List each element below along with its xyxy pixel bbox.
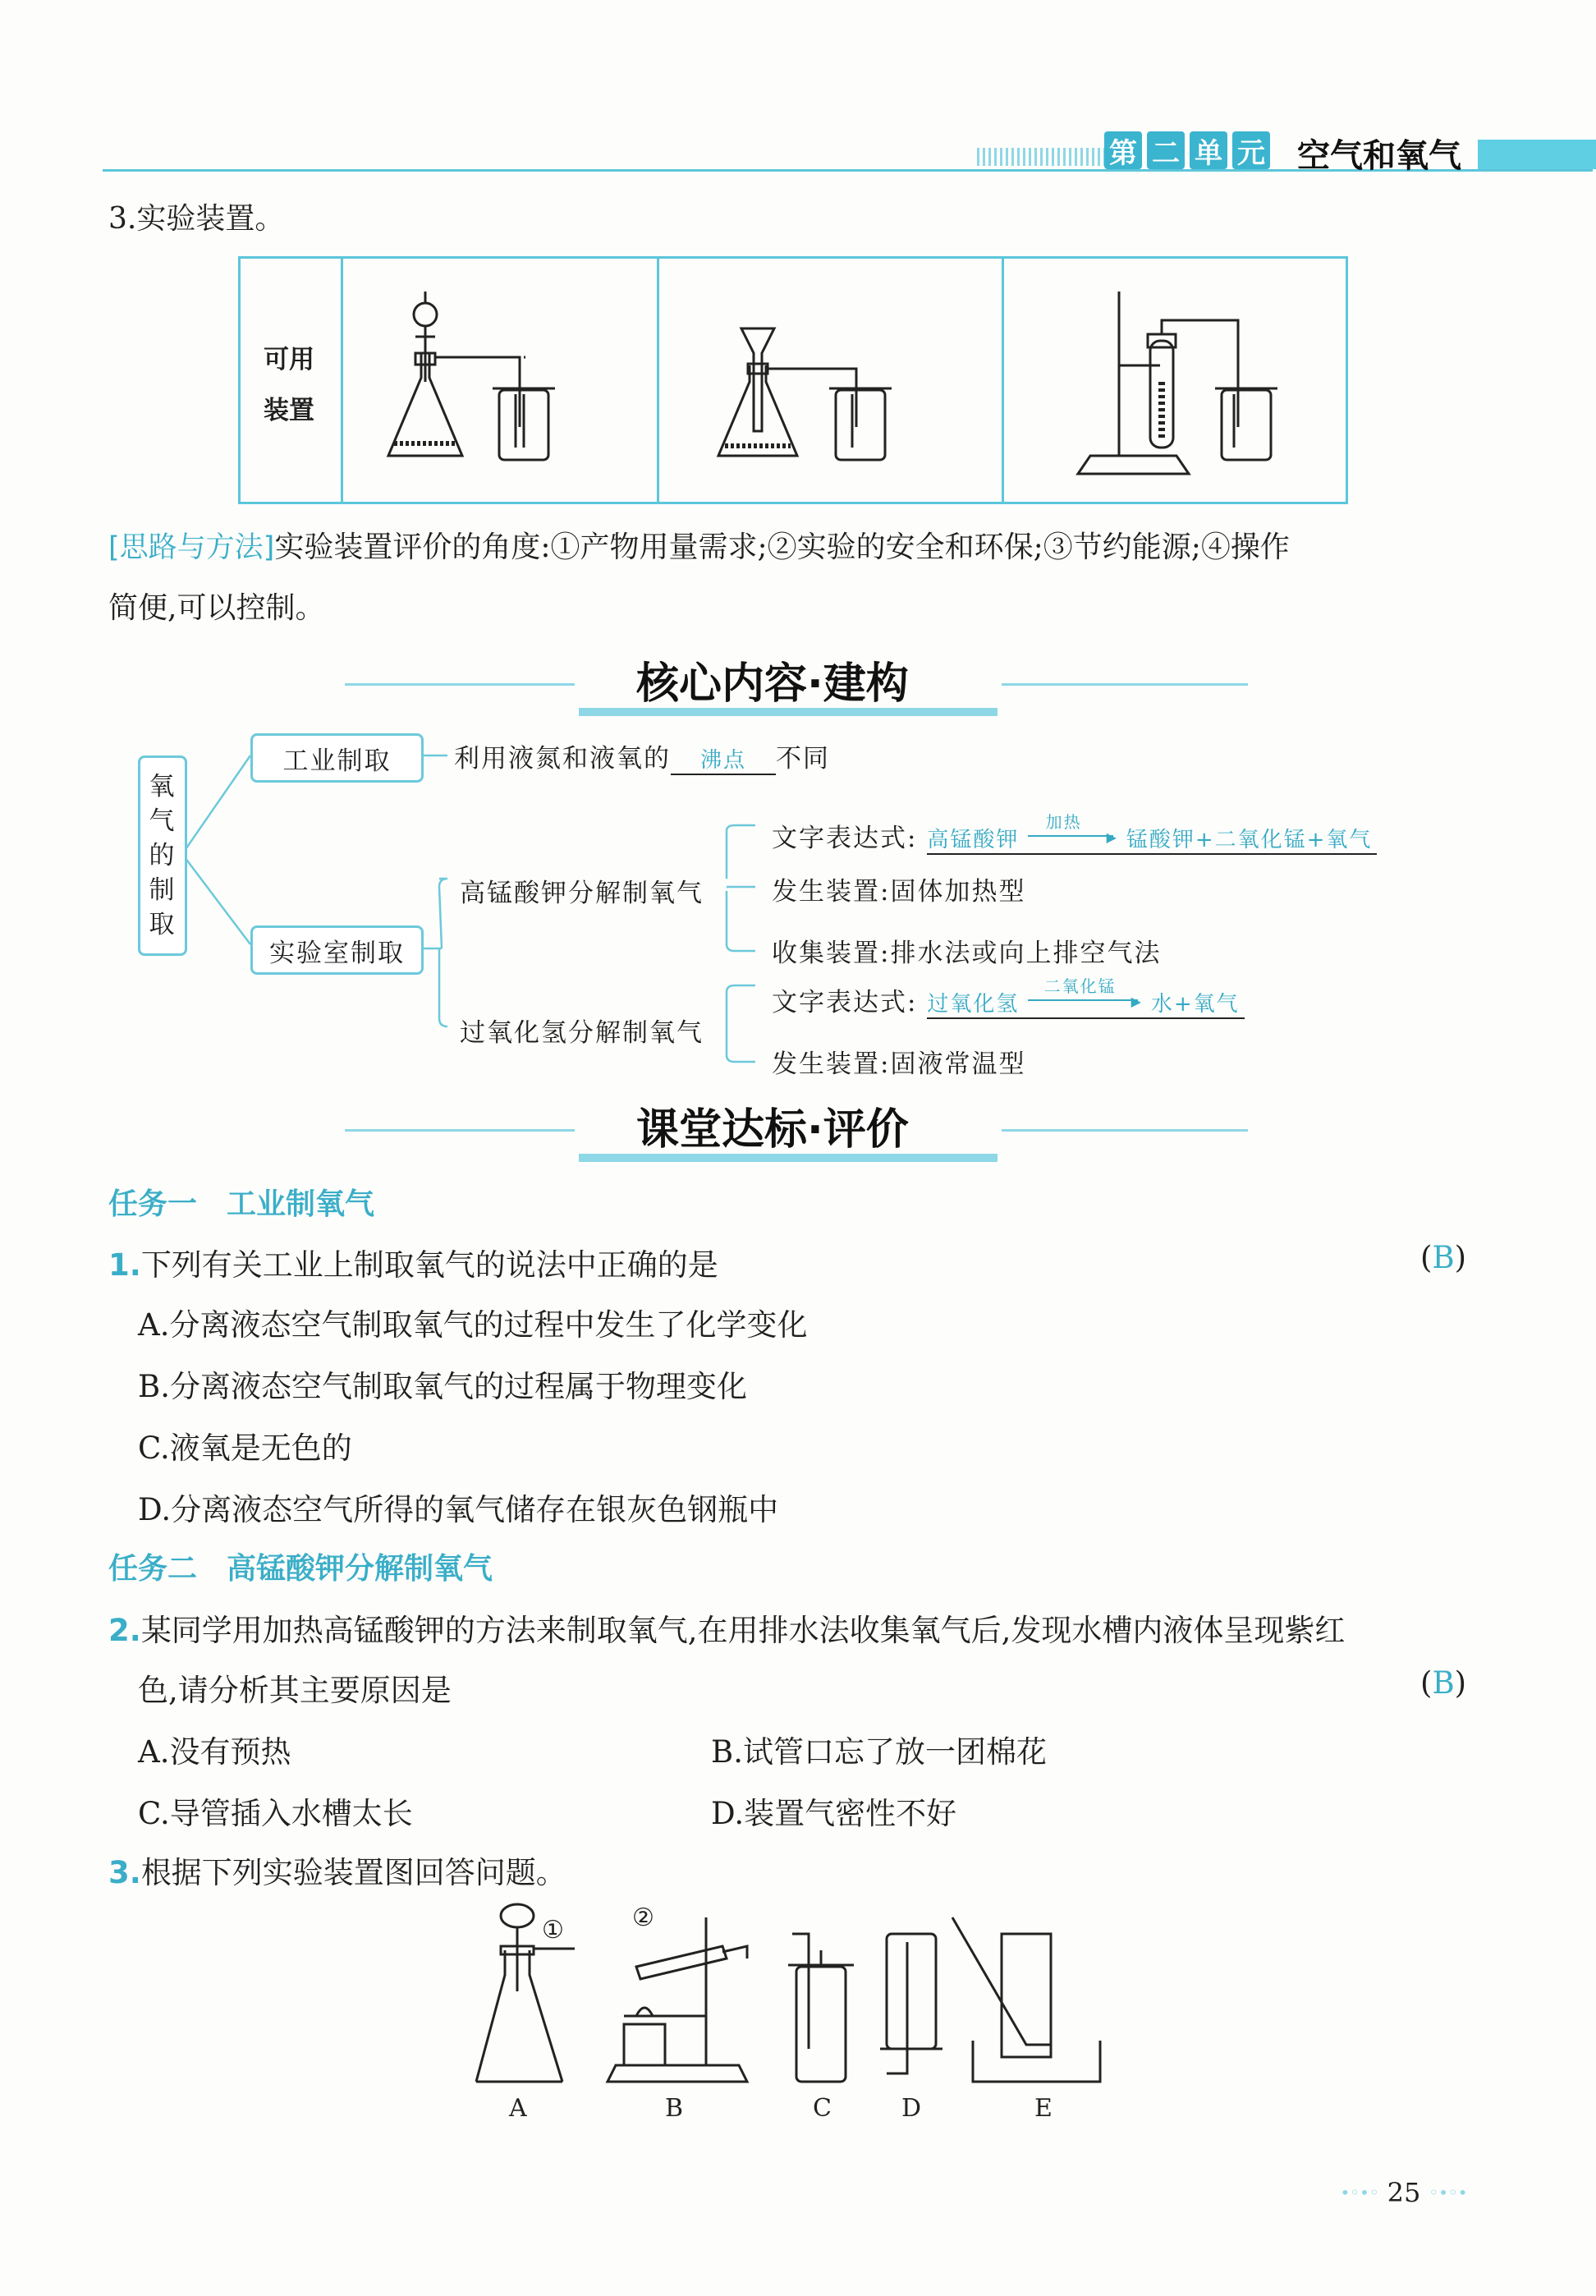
mindmap-h2o2: 过氧化氢分解制氧气 [460, 1018, 704, 1048]
option: B.分离液态空气制取氧气的过程属于物理变化 [138, 1369, 747, 1404]
question-2-answer: (B) [1420, 1665, 1467, 1701]
table-label-cell [241, 259, 343, 502]
task-heading: 任务一 工业制氧气 [108, 1187, 375, 1221]
mindmap-kmno4: 高锰酸钾分解制氧气 [460, 879, 704, 908]
method-line-2: 简便,可以控制。 [108, 591, 325, 625]
header-bar [1478, 140, 1596, 169]
option: D.分离液态空气所得的氧气储存在银灰色钢瓶中 [138, 1492, 779, 1527]
option: C.导管插入水槽太长 [138, 1796, 413, 1831]
unit-char: 第 [1104, 131, 1142, 169]
kmno4-expr: 文字表达式: 高锰酸钾 加热 ▶ 锰酸钾+二氧化锰+氧气 [772, 817, 1377, 855]
long-neck-funnel-apparatus [659, 259, 1004, 502]
label-d: D [901, 2094, 922, 2123]
industrial-desc: 利用液氮和液氧的 沸点 不同 [454, 744, 830, 774]
option: B.试管口忘了放一团棉花 [711, 1734, 1047, 1770]
kmno4-device: 发生装置:固体加热型 [772, 877, 1026, 907]
mark-1: ① [542, 1916, 564, 1945]
question-1-answer: (B) [1420, 1240, 1467, 1275]
question-1-stem: 1.下列有关工业上制取氧气的说法中正确的是 [108, 1247, 718, 1283]
test-tube-apparatus [1004, 259, 1346, 502]
unit-char: 二 [1147, 131, 1185, 169]
option: A.分离液态空气制取氧气的过程中发生了化学变化 [138, 1307, 808, 1343]
mindmap-industrial: 工业制取 [250, 733, 424, 783]
page-number: 25 [1387, 2177, 1421, 2208]
apparatus-1-cell [343, 259, 659, 502]
page-number-wrap: •◦•◦ 25 ◦•◦• [1340, 2177, 1468, 2208]
lab-apparatus-figure [460, 1901, 1166, 2123]
label-b: B [665, 2094, 684, 2123]
unit-badge [1104, 131, 1270, 171]
mindmap-lab: 实验室制取 [250, 925, 424, 975]
apparatus-3-cell [1004, 259, 1346, 502]
unit-char: 元 [1232, 131, 1270, 169]
funnel-icon [501, 1904, 534, 1927]
option: A.没有预热 [138, 1734, 291, 1770]
task-heading: 任务二 高锰酸钾分解制氧气 [108, 1552, 493, 1586]
label-e: E [1034, 2094, 1053, 2123]
apparatus-table [238, 256, 1348, 504]
section-title: 3.实验装置。 [108, 202, 285, 236]
header-decoration [977, 148, 1108, 166]
method-tag: [思路与方法] [108, 531, 275, 564]
h2o2-expr: 文字表达式: 过氧化氢 二氧化锰 ▶ 水+氧气 [772, 981, 1245, 1019]
label-a: A [509, 2094, 527, 2123]
h2o2-device: 发生装置:固液常温型 [772, 1049, 1026, 1079]
method-text: 实验装置评价的角度:①产物用量需求;②实验的安全和环保;③节约能源;④操作 [274, 530, 1290, 564]
question-2-stem: 2.某同学用加热高锰酸钾的方法来制取氧气,在用排水法收集氧气后,发现水槽内液体呈现紫红 [108, 1613, 1346, 1648]
industrial-answer: 沸点 [671, 743, 776, 775]
question-2-stem-cont: 色,请分析其主要原因是 [138, 1673, 452, 1708]
question-3-stem: 3.根据下列实验装置图回答问题。 [108, 1855, 566, 1890]
section-banner [0, 642, 1596, 716]
mark-2: ② [632, 1903, 654, 1932]
unit-title: 空气和氧气 [1297, 137, 1461, 175]
unit-char: 单 [1190, 131, 1227, 169]
kmno4-collect: 收集装置:排水法或向上排空气法 [772, 939, 1162, 968]
banner-title: 核心内容·建构 [636, 659, 909, 709]
method-line-1 [108, 517, 1290, 578]
section-banner [0, 1088, 1596, 1162]
option: D.装置气密性不好 [711, 1796, 957, 1831]
option: C.液氧是无色的 [138, 1430, 352, 1466]
separatory-funnel-apparatus [343, 259, 659, 502]
label-c: C [813, 2094, 832, 2123]
banner-title: 课堂达标·评价 [636, 1105, 909, 1155]
mindmap-root: 氧 气 的 制 取 [138, 755, 187, 956]
apparatus-2-cell [659, 259, 1004, 502]
table-label: 可用 装置 [264, 345, 314, 425]
